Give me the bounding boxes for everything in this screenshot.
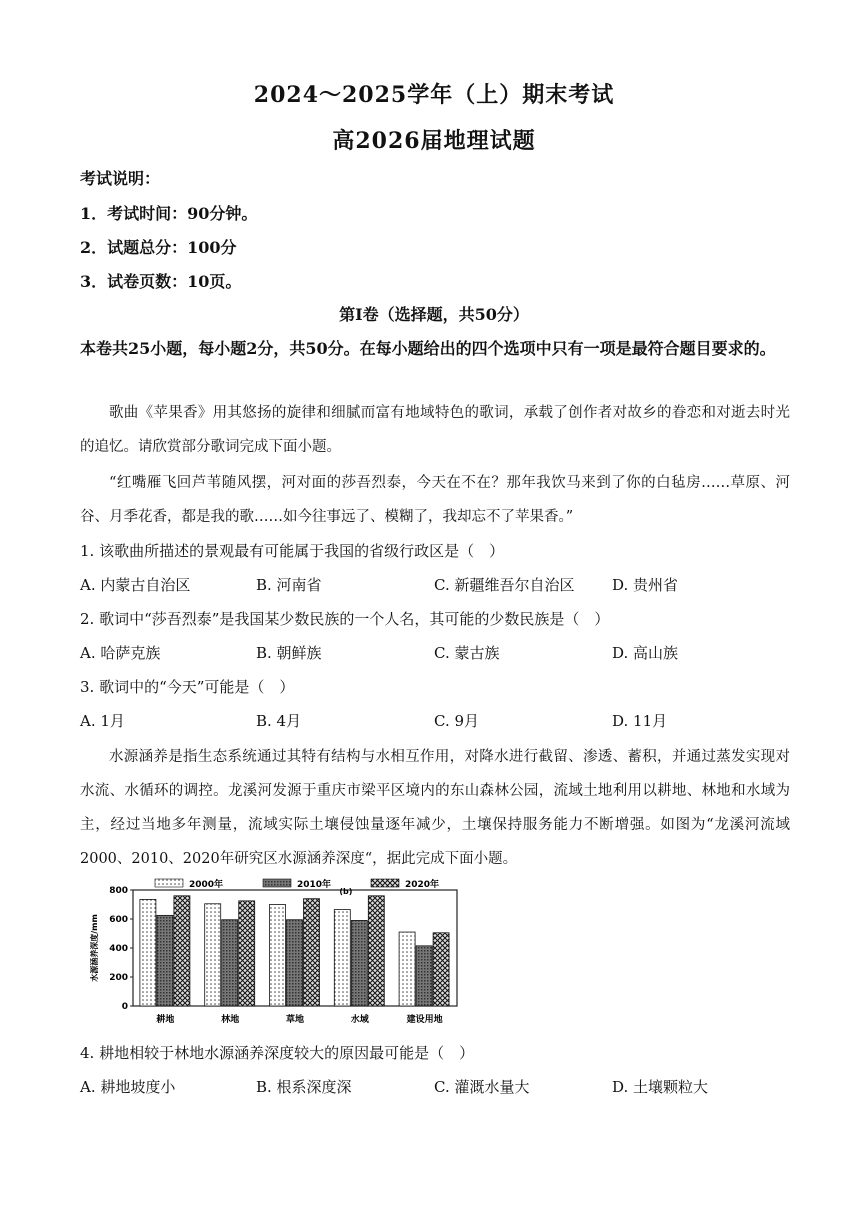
section-title: 第Ⅰ卷（选择题，共50分）	[339, 305, 529, 324]
passage2-text: 水源涵养是指生态系统通过其特有结构与水相互作用，对降水进行截留、渗透、蓄积，并通过蒸发实现对水流、水循环的调控。龙溪河发源于重庆市梁平区境内的东山森林公园，流域土地利用以耕地、林地和水域为主，经过当地多年测量，流域实际土壤侵蚀量逐年减少，土壤保持服务能力不断增强。如图为“龙溪河流域2000、2010、2020年研究区水源涵养深度“，据此完成下面小题。	[80, 749, 790, 867]
lyrics-quote: “红嘴雁飞回芦苇随风摆，河对面的莎吾烈泰，今天在不在？那年我饮马来到了你的白毡房……草原、河谷、月季花香，都是我的歌……如今往事远了、模糊了，我却忘不了苹果香。”	[80, 475, 790, 525]
question-stem: 2. 歌词中“莎吾烈泰”是我国某少数民族的一个人名，其可能的少数民族是（ ）	[80, 610, 610, 628]
bar	[157, 915, 173, 1006]
x-tick-label: 耕地	[156, 1015, 175, 1025]
bar	[399, 932, 415, 1006]
question-stem: 4. 耕地相较于林地水源涵养深度较大的原因最可能是（ ）	[80, 1044, 475, 1062]
bar	[433, 933, 449, 1006]
bar	[222, 920, 238, 1006]
note-item: 3．试卷页数：10页。	[80, 272, 242, 291]
passage1-text: 歌曲《苹果香》用其悠扬的旋律和细腻而富有地域特色的歌词，承载了创作者对故乡的眷恋和对逝去时光的追忆。请欣赏部分歌词完成下面小题。	[80, 405, 790, 455]
bar	[140, 899, 156, 1006]
legend-label: 2010年	[297, 880, 332, 890]
bar	[334, 910, 350, 1006]
x-tick-label: 林地	[221, 1015, 240, 1025]
option-b[interactable]: B. 朝鲜族	[256, 644, 322, 662]
option-b[interactable]: B. 4月	[256, 712, 302, 730]
question-stem: 3. 歌词中的“今天”可能是（ ）	[80, 678, 295, 696]
option-c[interactable]: C. 9月	[434, 712, 480, 730]
legend-swatch	[155, 879, 183, 887]
bar	[368, 896, 384, 1006]
bar	[239, 901, 255, 1006]
bar	[174, 896, 190, 1006]
option-b[interactable]: B. 河南省	[256, 576, 322, 594]
section-intro: 本卷共25小题，每小题2分，共50分。在每小题给出的四个选项中只有一项是最符合题目要求的。	[80, 339, 776, 358]
option-a[interactable]: A. 内蒙古自治区	[80, 576, 191, 594]
question-stem: 1. 该歌曲所描述的景观最有可能属于我国的省级行政区是（ ）	[80, 542, 505, 560]
water-conservation-chart	[85, 878, 465, 1028]
bar	[351, 920, 367, 1006]
option-b[interactable]: B. 根系深度深	[256, 1078, 352, 1096]
legend-swatch	[263, 879, 291, 887]
option-c[interactable]: C. 灌溉水量大	[434, 1078, 530, 1096]
option-c[interactable]: C. 新疆维吾尔自治区	[434, 576, 575, 594]
y-tick-label: 200	[109, 973, 128, 983]
x-tick-label: 草地	[285, 1015, 305, 1025]
note-item: 1．考试时间：90分钟。	[80, 204, 258, 223]
bar	[287, 920, 303, 1006]
bar	[205, 904, 221, 1006]
exam-subtitle: 高2026届地理试题	[332, 128, 536, 154]
y-tick-label: 0	[121, 1002, 128, 1012]
note-item: 2．试题总分：100分	[80, 238, 237, 257]
option-a[interactable]: A. 哈萨克族	[80, 644, 161, 662]
option-a[interactable]: A. 耕地坡度小	[80, 1078, 176, 1096]
y-tick-label: 400	[109, 944, 128, 954]
option-d[interactable]: D. 贵州省	[612, 576, 679, 594]
option-d[interactable]: D. 土壤颗粒大	[612, 1078, 709, 1096]
y-tick-label: 800	[109, 886, 128, 896]
legend-label: 2020年	[405, 880, 440, 890]
y-tick-label: 600	[109, 915, 128, 925]
legend-label: 2000年	[189, 880, 224, 890]
option-d[interactable]: D. 11月	[612, 712, 668, 730]
bar	[270, 905, 286, 1007]
option-d[interactable]: D. 高山族	[612, 644, 679, 662]
x-tick-label: 建设用地	[406, 1015, 443, 1025]
bar	[304, 899, 320, 1006]
y-axis-label: 水源涵养深度/mm	[90, 914, 99, 982]
x-tick-label: 水域	[350, 1015, 369, 1025]
chart-annotation: (b)	[339, 886, 353, 896]
option-a[interactable]: A. 1月	[80, 712, 125, 730]
notes-heading: 考试说明：	[80, 169, 161, 188]
option-c[interactable]: C. 蒙古族	[434, 644, 500, 662]
exam-title: 2024～2025学年（上）期末考试	[253, 82, 615, 108]
legend-swatch	[371, 879, 399, 887]
bar	[416, 946, 432, 1006]
